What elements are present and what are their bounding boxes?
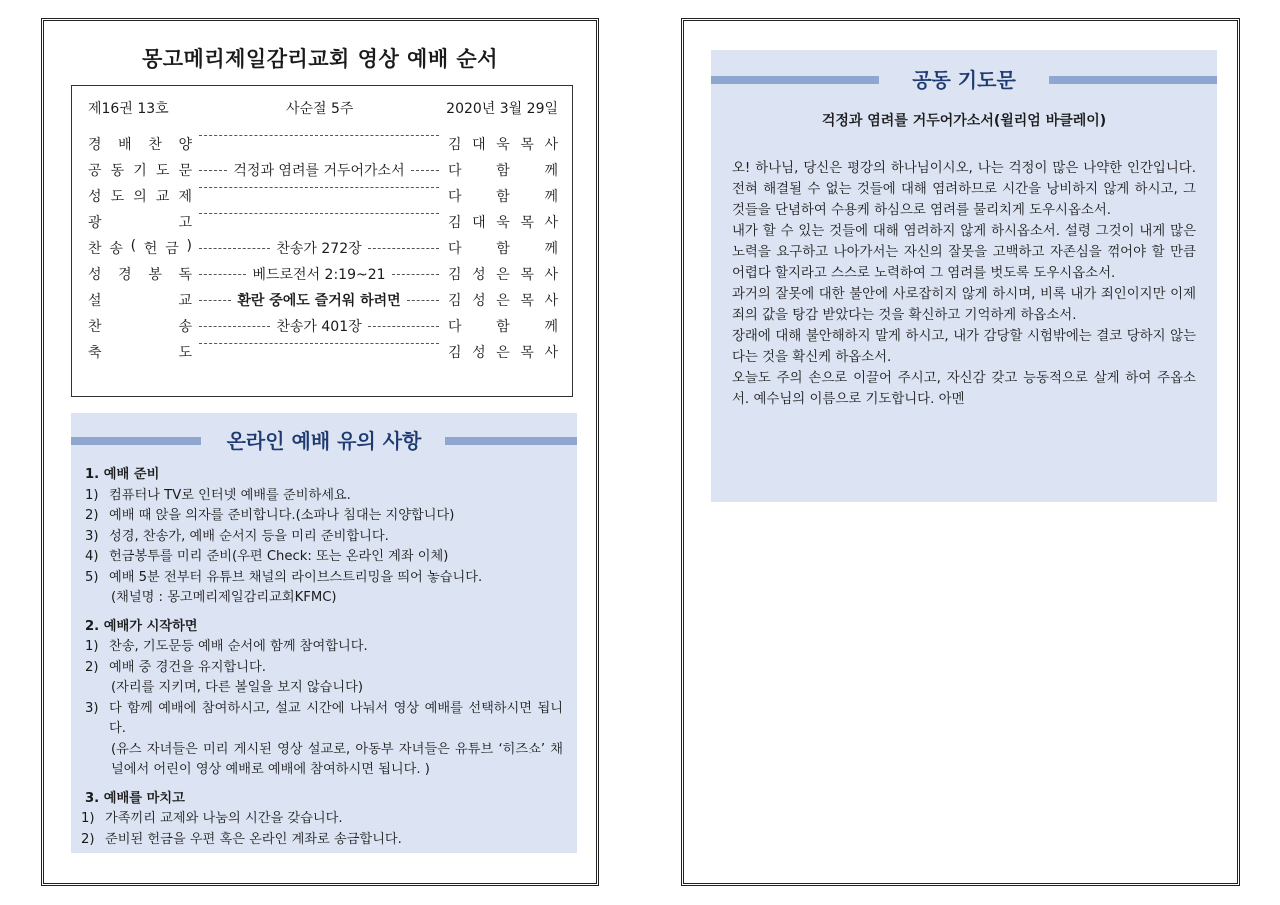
leader-char: 사 bbox=[544, 293, 558, 309]
order-item-leader bbox=[448, 212, 558, 232]
notice-item bbox=[85, 506, 563, 527]
online-worship-notice bbox=[71, 413, 577, 853]
name-char: 기 bbox=[133, 163, 147, 179]
order-row bbox=[88, 264, 558, 288]
order-fill bbox=[199, 160, 439, 180]
order-item-name bbox=[88, 342, 192, 362]
prayer-title: 공동 기도문 bbox=[904, 68, 1024, 92]
item-text: 가족끼리 교제와 나눔의 시간을 갖습니다. bbox=[105, 811, 343, 826]
dashed-leader bbox=[199, 213, 439, 214]
name-char: 독 bbox=[178, 267, 192, 283]
order-item-leader bbox=[448, 238, 558, 258]
order-fill bbox=[199, 212, 439, 214]
notice-item bbox=[85, 486, 563, 507]
leader-char: 다 bbox=[448, 319, 462, 335]
leader-char: 성 bbox=[472, 345, 486, 361]
order-fill bbox=[199, 342, 439, 344]
item-text: 예배 때 앉을 의자를 준비합니다.(소파나 침대는 지양합니다) bbox=[109, 508, 455, 523]
order-item-name bbox=[88, 290, 192, 310]
leader-char: 다 bbox=[448, 241, 462, 257]
leader-char: 목 bbox=[520, 137, 534, 153]
notice-body bbox=[81, 461, 563, 850]
name-char: 도 bbox=[178, 345, 192, 361]
name-char: 교 bbox=[178, 293, 192, 309]
item-text: 성경, 찬송가, 예배 순서지 등을 미리 준비합니다. bbox=[109, 528, 389, 544]
prayer-subtitle: 걱정과 염려를 거두어가소서(윌리엄 바클레이) bbox=[821, 113, 1107, 129]
item-number: 1) bbox=[81, 811, 95, 826]
bulletin-page-right bbox=[681, 18, 1240, 886]
item-text: 컴퓨터나 TV로 인터넷 예배를 준비하세요. bbox=[109, 487, 351, 503]
dashed-leader bbox=[199, 135, 439, 136]
prayer-paragraph: 오! 하나님, 당신은 평강의 하나님이시오, 나는 걱정이 많은 나약한 인간입니다. 전혀 해결될 수 없는 것들에 대해 염려하므로 시간을 낭비하지 않게 하시고, 그것들을 단념하여 수용케 하심으로 염려를 물리치게 도우시옵소서. bbox=[732, 161, 1196, 218]
prayer-header bbox=[711, 64, 1217, 94]
notice-item bbox=[81, 830, 563, 851]
order-item-name bbox=[88, 238, 192, 258]
item-note: (유스 자녀들은 미리 게시된 영상 설교로, 아동부 자녀들은 유튜브 ‘히즈쇼’ 채널에서 어린이 영상 예배로 예배에 참여하시면 됩니다. ) bbox=[111, 741, 563, 777]
order-fill bbox=[199, 316, 439, 336]
prayer-paragraph: 내가 할 수 있는 것들에 대해 염려하지 않게 하시옵소서. 설령 그것이 내게 많은 노력을 요구하고 나아가서는 자신의 잘못을 고백하고 자존심을 꺾어야 할 만큼 어렵다 할지라고 스스로 노력하여 그 염려를 벗도록 도우시옵소서. bbox=[732, 224, 1196, 281]
leader-char: 은 bbox=[496, 267, 510, 283]
leader-char: 다 bbox=[448, 189, 462, 205]
notice-item bbox=[85, 637, 563, 658]
name-char: 고 bbox=[178, 215, 192, 231]
item-number: 2) bbox=[85, 508, 99, 523]
dashed-leader bbox=[368, 248, 439, 249]
item-number: 4) bbox=[85, 549, 99, 564]
name-char: 봉 bbox=[148, 267, 162, 283]
name-char: 송 bbox=[178, 319, 192, 335]
leader-char: 은 bbox=[496, 293, 510, 309]
leader-char: 목 bbox=[520, 267, 534, 283]
leader-char: 께 bbox=[544, 163, 558, 179]
dashed-leader bbox=[407, 300, 439, 301]
item-note: (채널명 : 몽고메리제일감리교회KFMC) bbox=[111, 590, 337, 605]
name-char: 송 bbox=[109, 241, 123, 257]
leader-char: 성 bbox=[472, 267, 486, 283]
dashed-leader bbox=[368, 326, 439, 327]
notice-item bbox=[85, 658, 563, 679]
name-char: 교 bbox=[155, 189, 170, 205]
order-item-detail: 환란 중에도 즐거워 하려면 bbox=[237, 293, 401, 309]
order-row bbox=[88, 290, 558, 314]
prayer-paragraph: 오늘도 주의 손으로 이끌어 주시고, 자신감 갖고 능동적으로 살게 하여 주옵소서. 예수님의 이름으로 기도합니다. 아멘 bbox=[732, 371, 1196, 407]
name-char: 광 bbox=[88, 215, 102, 231]
item-text: 다 함께 예배에 참여하시고, 설교 시간에 나눠서 영상 예배를 선택하시면 됩니다. bbox=[109, 700, 563, 736]
name-char: 금 bbox=[165, 241, 179, 257]
item-note: (자리를 지키며, 다른 볼일을 보지 않습니다) bbox=[111, 680, 364, 695]
leader-char: 대 bbox=[472, 137, 486, 153]
order-row bbox=[88, 134, 558, 158]
leader-char: 함 bbox=[496, 163, 510, 179]
leader-char: 은 bbox=[496, 345, 510, 361]
item-number: 3) bbox=[85, 700, 99, 716]
dashed-leader bbox=[392, 274, 439, 275]
order-item-detail: 걱정과 염려를 거두어가소서 bbox=[233, 163, 405, 179]
order-item-detail: 찬송가 401장 bbox=[276, 319, 362, 335]
name-char: 도 bbox=[155, 163, 170, 179]
dashed-leader bbox=[199, 326, 270, 327]
leader-char: 김 bbox=[448, 345, 462, 361]
item-number: 1) bbox=[85, 639, 99, 654]
item-text: 예배 5분 전부터 유튜브 채널의 라이브스트리밍을 띄어 놓습니다. bbox=[109, 569, 483, 585]
name-char: 경 bbox=[118, 267, 132, 283]
order-item-leader bbox=[448, 160, 558, 180]
prayer-paragraph: 과거의 잘못에 대한 불안에 사로잡히지 않게 하시며, 비록 내가 죄인이지만 이제 죄의 값을 탕감 받았다는 것을 확신하고 기억하게 하옵소서. bbox=[732, 287, 1196, 323]
name-char: 경 bbox=[88, 137, 102, 153]
name-char: 찬 bbox=[88, 319, 102, 335]
order-fill bbox=[199, 238, 439, 258]
leader-char: 욱 bbox=[496, 137, 510, 153]
notice-section-title: 2. 예배가 시작하면 bbox=[85, 618, 198, 634]
item-text: 찬송, 기도문등 예배 순서에 함께 참여합니다. bbox=[109, 639, 368, 654]
leader-char: 사 bbox=[544, 345, 558, 361]
name-char: 양 bbox=[178, 137, 192, 153]
notice-item bbox=[85, 547, 563, 568]
leader-char: 사 bbox=[544, 267, 558, 283]
leader-char: 함 bbox=[496, 319, 510, 335]
dashed-leader bbox=[199, 274, 246, 275]
name-char: 설 bbox=[88, 293, 102, 309]
name-char: 성 bbox=[88, 267, 102, 283]
order-item-name bbox=[88, 134, 192, 154]
notice-item bbox=[81, 809, 563, 830]
leader-char: 목 bbox=[520, 345, 534, 361]
order-row bbox=[88, 186, 558, 210]
order-row bbox=[88, 342, 558, 366]
dashed-leader bbox=[199, 343, 439, 344]
leader-char: 사 bbox=[544, 215, 558, 231]
order-item-leader bbox=[448, 134, 558, 154]
item-number: 1) bbox=[85, 487, 99, 503]
notice-item bbox=[85, 568, 563, 589]
order-item-name bbox=[88, 212, 192, 232]
leader-char: 목 bbox=[520, 215, 534, 231]
order-item-name bbox=[88, 160, 192, 180]
leader-char: 다 bbox=[448, 163, 462, 179]
bulletin-date: 2020년 3월 29일 bbox=[446, 101, 558, 117]
dashed-leader bbox=[199, 248, 270, 249]
worship-order-box bbox=[71, 85, 573, 397]
name-char: 찬 bbox=[148, 137, 162, 153]
leader-char: 김 bbox=[448, 215, 462, 231]
order-item-name bbox=[88, 316, 192, 336]
leader-char: 성 bbox=[472, 293, 486, 309]
leader-char: 함 bbox=[496, 241, 510, 257]
name-char: 동 bbox=[110, 163, 125, 179]
order-fill bbox=[199, 264, 439, 284]
order-fill bbox=[199, 186, 439, 188]
order-row bbox=[88, 212, 558, 236]
name-char: 성 bbox=[88, 189, 102, 205]
notice-title: 온라인 예배 유의 사항 bbox=[219, 429, 430, 453]
leader-char: 사 bbox=[544, 137, 558, 153]
dashed-leader bbox=[199, 170, 227, 171]
leader-char: 욱 bbox=[496, 215, 510, 231]
order-row bbox=[88, 238, 558, 262]
item-number: 5) bbox=[85, 569, 99, 585]
order-item-leader bbox=[448, 264, 558, 284]
notice-section-title: 3. 예배를 마치고 bbox=[85, 790, 185, 806]
prayer-paragraph: 장래에 대해 불안해하지 말게 하시고, 내가 감당할 시험밖에는 결코 당하지 않는다는 것을 확신케 하옵소서. bbox=[732, 329, 1196, 365]
item-text: 예배 중 경건을 유지합니다. bbox=[109, 659, 266, 675]
name-char: 배 bbox=[118, 137, 132, 153]
notice-header bbox=[71, 425, 577, 455]
bulletin-page-left bbox=[41, 18, 599, 886]
leader-char: 김 bbox=[448, 267, 462, 283]
bulletin-meta bbox=[88, 98, 558, 118]
order-row bbox=[88, 160, 558, 184]
order-item-detail: 베드로전서 2:19~21 bbox=[252, 267, 386, 283]
leader-char: 목 bbox=[520, 293, 534, 309]
notice-item bbox=[85, 699, 563, 740]
dashed-leader bbox=[411, 170, 439, 171]
name-char: ( bbox=[130, 238, 137, 254]
common-prayer-box bbox=[711, 50, 1217, 502]
leader-char: 께 bbox=[544, 241, 558, 257]
order-row bbox=[88, 316, 558, 340]
item-number: 2) bbox=[81, 831, 95, 847]
name-char: 공 bbox=[88, 163, 102, 179]
name-char: 헌 bbox=[143, 241, 158, 257]
name-char: 제 bbox=[178, 189, 192, 205]
order-item-name bbox=[88, 264, 192, 284]
name-char: ) bbox=[186, 238, 192, 254]
notice-section-title: 1. 예배 준비 bbox=[85, 467, 160, 482]
bulletin-title: 몽고메리제일감리교회 영상 예배 순서 bbox=[141, 47, 498, 71]
order-item-name bbox=[88, 186, 192, 206]
name-char: 찬 bbox=[88, 241, 102, 257]
order-fill bbox=[199, 290, 439, 310]
order-fill bbox=[199, 134, 439, 136]
item-number: 2) bbox=[85, 659, 99, 675]
leader-char: 대 bbox=[472, 215, 486, 231]
name-char: 문 bbox=[178, 163, 192, 179]
order-item-leader bbox=[448, 290, 558, 310]
dashed-leader bbox=[199, 300, 231, 301]
leader-char: 께 bbox=[544, 189, 558, 205]
item-number: 3) bbox=[85, 528, 99, 544]
notice-item bbox=[85, 527, 563, 548]
name-char: 도 bbox=[110, 189, 125, 205]
order-item-leader bbox=[448, 186, 558, 206]
order-item-detail: 찬송가 272장 bbox=[276, 241, 362, 257]
order-item-leader bbox=[448, 342, 558, 362]
name-char: 의 bbox=[133, 189, 147, 205]
dashed-leader bbox=[199, 187, 439, 188]
order-item-leader bbox=[448, 316, 558, 336]
item-text: 준비된 헌금을 우편 혹은 온라인 계좌로 송금합니다. bbox=[105, 831, 402, 847]
volume-number: 제16권 13호 bbox=[88, 101, 169, 117]
leader-char: 께 bbox=[544, 319, 558, 335]
liturgical-season: 사순절 5주 bbox=[286, 101, 354, 117]
leader-char: 김 bbox=[448, 137, 462, 153]
name-char: 축 bbox=[88, 345, 102, 361]
leader-char: 김 bbox=[448, 293, 462, 309]
prayer-text bbox=[732, 158, 1196, 410]
item-text: 헌금봉투를 미리 준비(우편 Check: 또는 온라인 계좌 이체) bbox=[109, 549, 449, 564]
leader-char: 함 bbox=[496, 189, 510, 205]
